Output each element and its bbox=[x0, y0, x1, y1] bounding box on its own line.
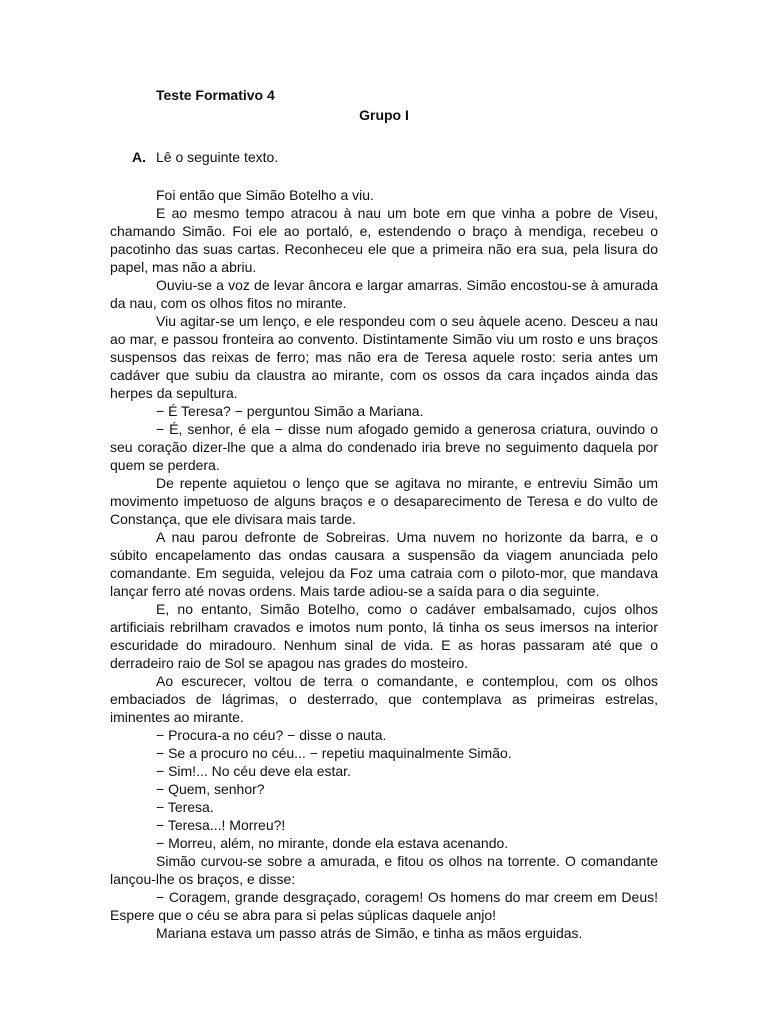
paragraph: A nau parou defronte de Sobreiras. Uma nuvem no horizonte da barra, e o súbito encapelamento das ondas causara a suspensão da viagem anunciada pelo comandante. Em seguida, velejou da Foz uma catraia com o piloto-mor, que mandava lançar ferro até novas ordens. Mais tarde adiou-se a saída para o dia seguinte. bbox=[110, 529, 658, 599]
paragraph: Simão curvou-se sobre a amurada, e fitou os olhos na torrente. O comandante lançou-lhe os braços, e disse: bbox=[110, 853, 658, 887]
paragraph: E ao mesmo tempo atracou à nau um bote em que vinha a pobre de Viseu, chamando Simão. Foi ele ao portaló, e, estendendo o braço à mendiga, recebeu o pacotinho das suas cartas. Reconheceu ele que a primeira não era sua, pela lisura do papel, mas não a abriu. bbox=[110, 205, 658, 275]
instruction-text: Lê o seguinte texto. bbox=[156, 149, 279, 165]
document-page bbox=[110, 86, 658, 942]
paragraph: Foi então que Simão Botelho a viu. bbox=[156, 187, 374, 203]
paragraph: − Quem, senhor? bbox=[156, 781, 265, 797]
paragraph: − Sim!... No céu deve ela estar. bbox=[156, 763, 351, 779]
group-title: Grupo I bbox=[359, 107, 409, 123]
paragraph: − Coragem, grande desgraçado, coragem! Os homens do mar creem em Deus! Espere que o céu se abra para si pelas súplicas daquele anjo! bbox=[110, 889, 658, 923]
paragraph: − Teresa. bbox=[156, 799, 214, 815]
test-title: Teste Formativo 4 bbox=[156, 87, 275, 103]
paragraph: − É Teresa? − perguntou Simão a Mariana. bbox=[156, 403, 424, 419]
paragraph: − Teresa...! Morreu?! bbox=[156, 817, 286, 833]
paragraph: Mariana estava um passo atrás de Simão, e tinha as mãos erguidas. bbox=[156, 925, 583, 941]
paragraph: Ouviu-se a voz de levar âncora e largar amarras. Simão encostou-se à amurada da nau, com os olhos fitos no mirante. bbox=[110, 277, 658, 311]
paragraph: − Morreu, além, no mirante, donde ela estava acenando. bbox=[156, 835, 509, 851]
paragraph: − Procura-a no céu? − disse o nauta. bbox=[156, 727, 387, 743]
paragraph: De repente aquietou o lenço que se agitava no mirante, e entreviu Simão um movimento impetuoso de alguns braços e o desaparecimento de Teresa e do vulto de Constança, que ele divisara mais tarde. bbox=[110, 475, 658, 527]
paragraph: Viu agitar-se um lenço, e ele respondeu com o seu àquele aceno. Desceu a nau ao mar, e passou fronteira ao convento. Distintamente Simão viu um rosto e uns braços suspensos das reixas de ferro; mas não era de Teresa aquele rosto: seria antes um cadáver que subiu da claustra ao mirante, com os ossos da cara inçados ainda das herpes da sepultura. bbox=[110, 313, 658, 401]
instruction-letter: A. bbox=[132, 149, 146, 165]
instruction bbox=[110, 148, 658, 166]
paragraph: − Se a procuro no céu... − repetiu maquinalmente Simão. bbox=[156, 745, 512, 761]
text-body bbox=[110, 186, 658, 942]
paragraph: E, no entanto, Simão Botelho, como o cadáver embalsamado, cujos olhos artificiais rebrilham cravados e imotos num ponto, lá tinha os seus imersos na interior escuridade do miradouro. Nenhum sinal de vida. E as horas passaram até que o derradeiro raio de Sol se apagou nas grades do mosteiro. bbox=[110, 601, 658, 671]
paragraph: − É, senhor, é ela − disse num afogado gemido a generosa criatura, ouvindo o seu coração dizer-lhe que a alma do condenado iria breve no seguimento daquela por quem se perdera. bbox=[110, 421, 658, 473]
paragraph: Ao escurecer, voltou de terra o comandante, e contemplou, com os olhos embaciados de lágrimas, o desterrado, que contemplava as primeiras estrelas, iminentes ao mirante. bbox=[110, 673, 658, 725]
